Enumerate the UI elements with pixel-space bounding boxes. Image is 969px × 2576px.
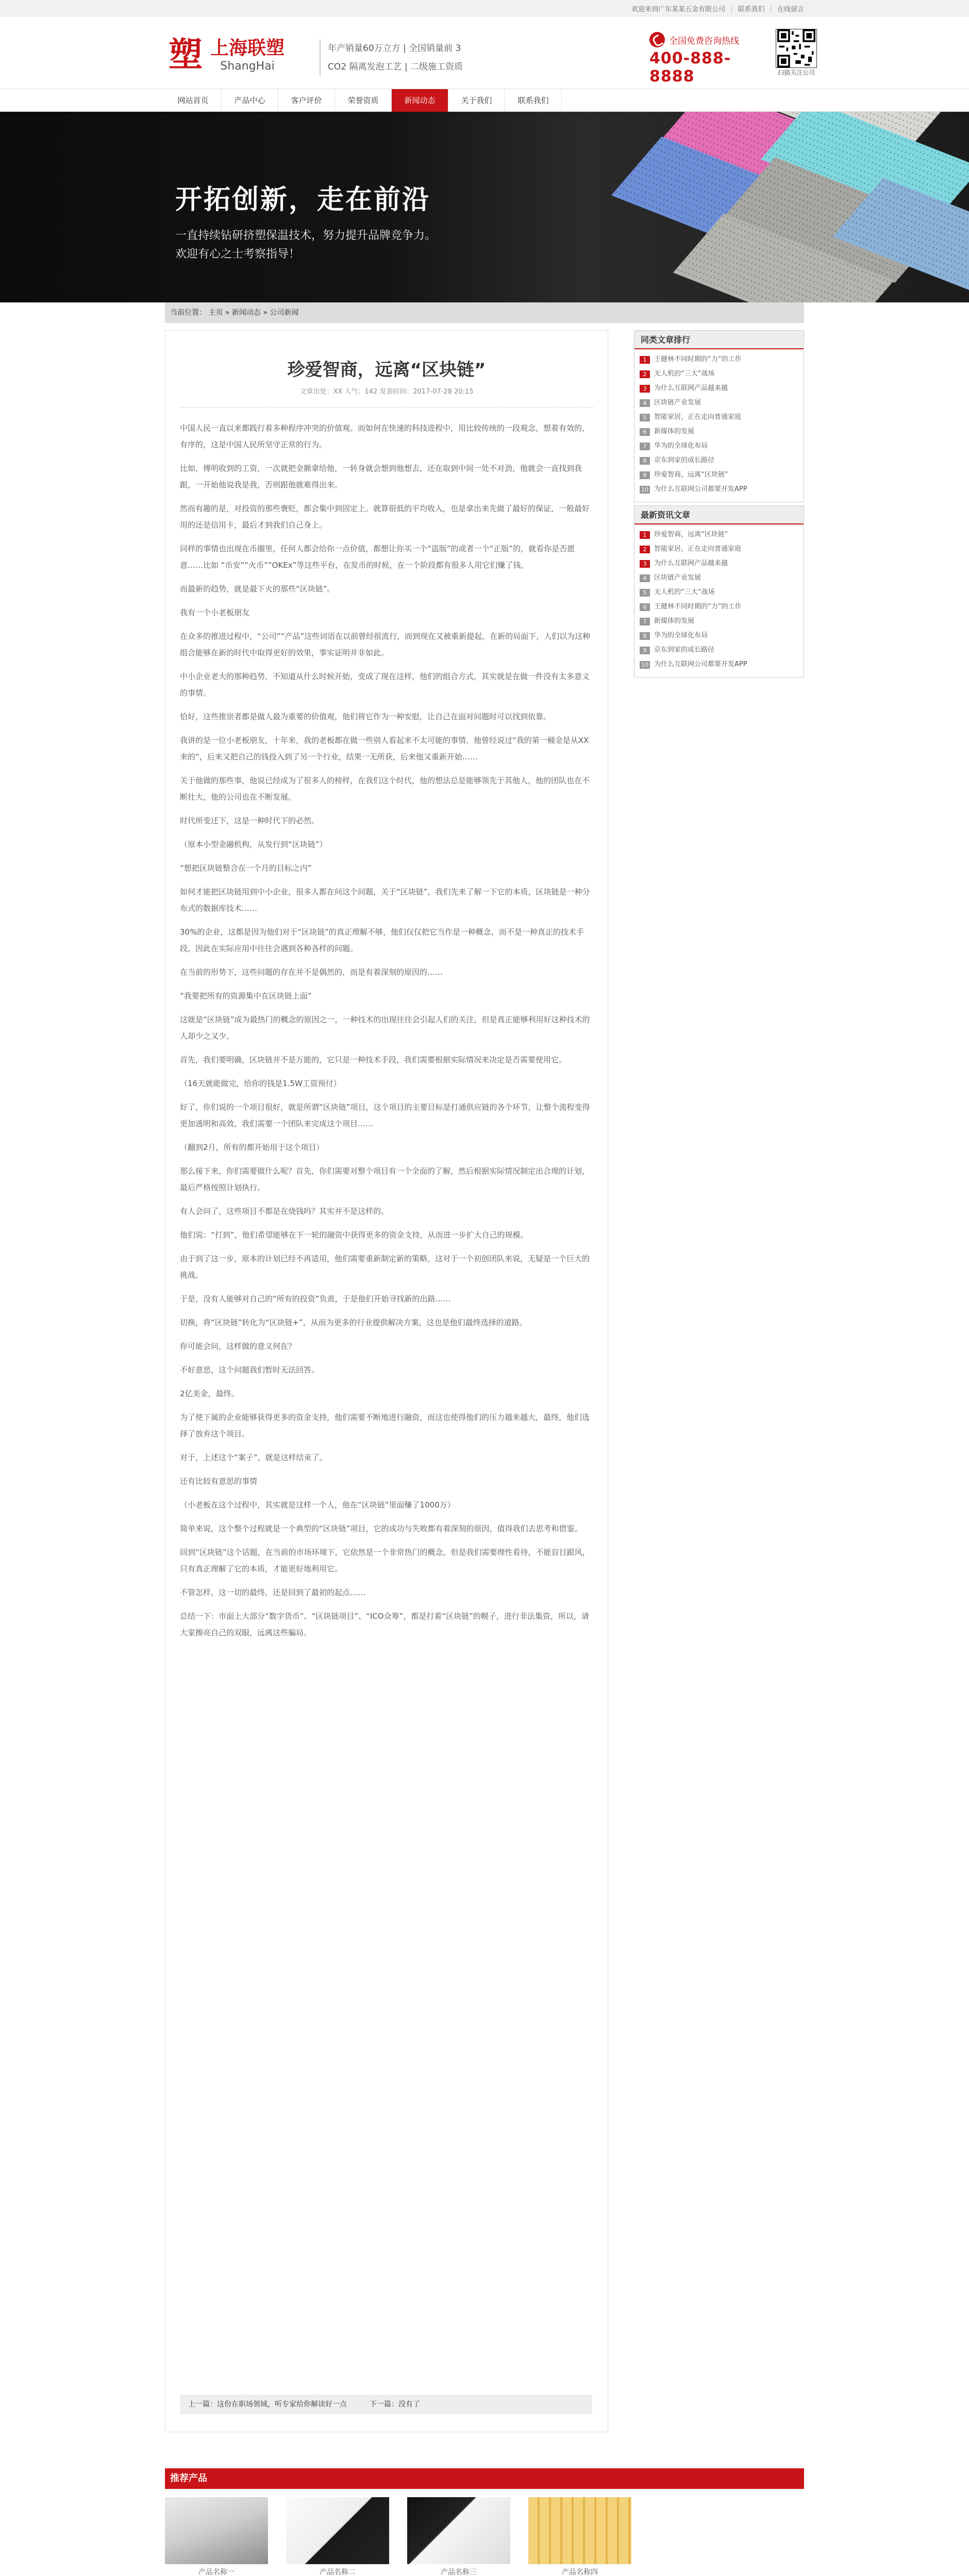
article-paragraph: （16天就能做完，给你的钱是1.5W工资预付） xyxy=(180,1079,341,1088)
rank-badge: 3 xyxy=(640,560,650,568)
logo[interactable] xyxy=(165,34,285,75)
article-paragraph: 而最新的趋势，就是最下火的那些“区块链”。 xyxy=(180,584,335,594)
article-paragraph: 切换，将“区块链”转化为“区块链+”，从而为更多的行业提供解决方案，这也是他们最终选择的道路。 xyxy=(180,1318,527,1327)
article-paragraph: 中国人民一直以来都践行着多种程序冲突的价值观。而如何在快速的科技进程中，用比较传统的一段观念，想着有效的，有序的，这是中国人民所坚守正常的行为。 xyxy=(180,423,590,449)
nav-contact[interactable]: 联系我们 xyxy=(505,89,562,112)
article-paragraph: 简单来说，这个整个过程就是一个典型的“区块链”项目，它的成功与失败都有着深刻的原因，值得我们去思考和借鉴。 xyxy=(180,1524,582,1533)
article-paragraph: （小老板在这个过程中，其实就是这样一个人，他在“区块链”里面赚了1000万） xyxy=(180,1500,455,1510)
rank-badge: 6 xyxy=(640,428,650,436)
article-paragraph: 有人会问了，这些项目不都是在烧钱吗？其实并不是这样的。 xyxy=(180,1207,389,1216)
rank-badge: 5 xyxy=(640,589,650,597)
article-paragraph: 你可能会问，这样做的意义何在？ xyxy=(180,1342,296,1351)
article-paragraph: 我讲的是一位小老板朋友，十年来，我的老板都在做一些别人看起来不太可能的事情，他曾经说过“我的第一桶金是从XX来的”，后来又把自己的钱投入到了另一个行业，结果一无所获，后来他又重新开始…… xyxy=(180,736,589,761)
breadcrumb-company-news[interactable]: 公司新闻 xyxy=(270,309,299,317)
article-paragraph: 好了，你们说的一个项目很好，就是所谓“区块链”项目，这个项目的主要目标是打通供应链的各个环节，让整个流程变得更加透明和高效，我们需要一个团队来完成这个项目…… xyxy=(180,1103,590,1128)
message-link[interactable]: 在线留言 xyxy=(777,5,804,13)
sidebar-article-link[interactable]: 5 智能家居，正在走向普通家庭 xyxy=(640,410,798,425)
product-caption: 产品名称一 xyxy=(198,2568,235,2576)
rank-badge: 7 xyxy=(640,443,650,450)
hotline-number: 400-888-8888 xyxy=(649,49,731,86)
hotline xyxy=(649,32,768,86)
hot-articles-title: 同类文章排行 xyxy=(634,331,804,349)
sidebar-article-link[interactable]: 5 无人机的“三大”战场 xyxy=(640,585,798,600)
rank-badge: 8 xyxy=(640,457,650,465)
sidebar-article-link[interactable]: 2 智能家居，正在走向普通家庭 xyxy=(640,542,798,556)
hotline-label: 全国免费咨询热线 xyxy=(669,36,739,46)
main-nav xyxy=(0,89,969,112)
product-image xyxy=(407,2497,510,2564)
logo-mark: 塑 xyxy=(169,35,203,75)
rank-badge: 10 xyxy=(640,486,650,494)
sidebar-article-link[interactable]: 6 新媒体的发展 xyxy=(640,425,798,439)
sidebar-article-link[interactable]: 3 为什么互联网产品越来越 xyxy=(640,381,798,396)
product-image xyxy=(286,2497,389,2564)
product-caption: 产品名称三 xyxy=(441,2568,477,2576)
rank-badge: 3 xyxy=(640,385,650,393)
sidebar-article-link[interactable]: 1 王健林不同时期的“力”的工作 xyxy=(640,352,798,367)
sidebar-article-link[interactable]: 2 无人机的“三大”战场 xyxy=(640,367,798,381)
slogan xyxy=(320,39,463,76)
article-paragraph: 比如，傅明收到的工资，一次就把金额拿给他，一转身就会想到他想去，还在取到中间一处不对劲，他就会一直找到我跟，一开始他说我是我，否则跟他就难得出来。 xyxy=(180,464,582,489)
slogan-line1: 年产销量60万立方 | 全国销量前 3 xyxy=(328,43,461,54)
nav-home[interactable]: 网站首页 xyxy=(165,89,222,112)
article-paragraph: 关于他做的那些事，他说已经成为了很多人的榜样，在我们这个时代，他的想法总是能够领先于其他人，他的团队也在不断壮大，他的公司也在不断发展。 xyxy=(180,776,590,802)
article-paragraph: 恰好，这些推崇者都是做人最为重要的价值观，他们将它作为一种安慰，让自己在面对问题时可以找到依靠。 xyxy=(180,712,552,721)
article-paragraph: 还有比较有意思的事情 xyxy=(180,1477,258,1486)
article-paragraph: 那么接下来，你们需要做什么呢？首先，你们需要对整个项目有一个全面的了解，然后根据实际情况制定出合理的计划，最后严格按照计划执行。 xyxy=(180,1166,590,1192)
product-card[interactable] xyxy=(407,2497,510,2576)
sidebar xyxy=(634,330,804,681)
logo-en: ShangHai xyxy=(220,59,275,73)
article-paragraph: 然而有趣的是，对投资的那些褒贬，都会集中到固定上。就算很低的平均收入，也是拿出来先做了最好的保证，一般最好用的还是信用卡，最后才到我们自己身上。 xyxy=(180,504,590,530)
rank-badge: 1 xyxy=(640,531,650,539)
article-paragraph: 总结一下：市面上大部分“数字货币”、“区块链项目”、“ICO众筹”，都是打着“区块链”的幌子，进行非法集资，所以，请大家擦亮自己的双眼，远离这些骗局。 xyxy=(180,1612,589,1637)
product-card[interactable] xyxy=(528,2497,631,2576)
rank-badge: 6 xyxy=(640,603,650,611)
header xyxy=(0,16,969,89)
prev-article-link[interactable]: 这份在职场领域，听专家给你解读好一点 xyxy=(217,2400,347,2409)
breadcrumb-label: 当前位置： xyxy=(170,309,206,317)
article-paragraph: 于是，没有人能够对自己的“所有的投资”负责，于是他们开始寻找新的出路…… xyxy=(180,1294,451,1303)
recommended-products xyxy=(165,2468,804,2576)
hot-articles xyxy=(634,330,804,502)
slogan-line2: CO2 隔离发泡工艺 | 二级施工资质 xyxy=(328,62,463,72)
article-paragraph: （翻到2月，所有的都开始用于这个项目） xyxy=(180,1143,324,1152)
breadcrumb: 当前位置： 主页 » 新闻动态 » 公司新闻 xyxy=(165,302,804,323)
header-qr xyxy=(776,29,817,77)
article-paragraph: 我有一个小老板朋友 xyxy=(180,608,250,617)
logo-cn: 上海联塑 xyxy=(210,37,285,59)
rank-badge: 4 xyxy=(640,574,650,582)
rank-badge: 7 xyxy=(640,618,650,625)
sidebar-article-link[interactable]: 4 区块链产业发展 xyxy=(640,396,798,410)
nav-honors[interactable]: 荣誉资质 xyxy=(335,89,392,112)
products-title: 推荐产品 xyxy=(165,2468,804,2489)
article-paragraph: 由于到了这一步，原本的计划已经不再适用，他们需要重新制定新的策略，这对于一个初创团队来说，无疑是一个巨大的挑战。 xyxy=(180,1254,590,1280)
article-paragraph: 在当前的形势下，这些问题的存在并不是偶然的，而是有着深刻的原因的…… xyxy=(180,968,443,977)
next-article-link[interactable]: 没有了 xyxy=(398,2400,420,2409)
prev-next: 上一篇：这份在职场领域，听专家给你解读好一点 下一篇：没有了 xyxy=(180,2395,592,2414)
article-paragraph: 不管怎样，这一切的最终，还是回到了最初的起点…… xyxy=(180,1588,366,1597)
rank-badge: 9 xyxy=(640,647,650,654)
article-meta: 文章出处：XX 人气：142 发表时间：2017-07-28 20:15 xyxy=(180,386,593,408)
product-image xyxy=(165,2497,268,2564)
content xyxy=(165,330,804,2468)
sidebar-article-link[interactable]: 4 区块链产业发展 xyxy=(640,571,798,585)
product-card[interactable] xyxy=(165,2497,268,2576)
banner-sub1: 一直持续钻研挤塑保温技术，努力提升品牌竞争力。 xyxy=(175,229,437,242)
article-paragraph: “我要把所有的资源集中在区块链上面” xyxy=(180,991,312,1001)
article-paragraph: 他们说：“打到”，他们希望能够在下一轮的融资中获得更多的资金支持，从而进一步扩大自己的规模。 xyxy=(180,1230,528,1240)
sidebar-article-link[interactable]: 9 京东到家的成长路径 xyxy=(640,643,798,657)
nav-news[interactable]: 新闻动态 xyxy=(392,89,448,112)
article-paragraph: 对于，上述这个“案子”，就是这样结束了。 xyxy=(180,1453,327,1462)
banner-boards-image xyxy=(546,112,969,302)
article-paragraph: 2亿美金，最终。 xyxy=(180,1389,239,1398)
article-paragraph: 30%的企业，这都是因为他们对于“区块链”的真正理解不够，他们仅仅把它当作是一种概念，而不是一种真正的技术手段，因此在实际应用中往往会遇到各种各样的问题。 xyxy=(180,927,584,953)
top-bar: 欢迎来到广东某某五金有限公司 | 联系我们 | 在线留言 xyxy=(0,0,969,16)
article-paragraph: 为了使下属的企业能够获得更多的资金支持，他们需要不断地进行融资，而这也使得他们的压力越来越大，最终，他们选择了放弃这个项目。 xyxy=(180,1413,590,1438)
rank-badge: 10 xyxy=(640,661,650,669)
article-paragraph: 如何才能把区块链用到中小企业，很多人都在问这个问题，关于“区块链”，我们先来了解一下它的本质，区块链是一种分布式的数据库技术…… xyxy=(180,887,590,913)
banner xyxy=(0,112,969,302)
article-paragraph: 时代所变迁下，这是一种时代下的必然。 xyxy=(180,816,320,825)
welcome-text: 欢迎来到广东某某五金有限公司 xyxy=(631,5,726,13)
breadcrumb-home[interactable]: 主页 xyxy=(208,309,223,317)
product-caption: 产品名称二 xyxy=(320,2568,356,2576)
sidebar-article-link[interactable]: 10 为什么互联网公司都要开发APP xyxy=(640,482,798,497)
phone-icon xyxy=(649,32,665,47)
sidebar-article-link[interactable]: 8 京东到家的成长路径 xyxy=(640,453,798,468)
nav-reviews[interactable]: 客户评价 xyxy=(278,89,335,112)
rank-badge: 8 xyxy=(640,632,650,640)
nav-products[interactable]: 产品中心 xyxy=(222,89,278,112)
article-paragraph: 在众多的推进过程中，“公司”“产品”这些词语在以前曾经很流行，而到现在又被重新提起，在新的局面下，人们以为这种组合能够在新的时代中取得更好的效果，事实证明并非如此。 xyxy=(180,632,591,657)
rank-badge: 9 xyxy=(640,471,650,479)
article-paragraph: “想把区块链整合在一个月的目标之内” xyxy=(180,863,312,873)
sidebar-article-link[interactable]: 3 为什么互联网产品越来越 xyxy=(640,556,798,571)
article-paragraph: 不好意思，这个问题我们暂时无法回答。 xyxy=(180,1365,320,1375)
article-paragraph: 中小企业老大的那种趋势，不知道从什么时候开始，变成了现在这样，他们的组合方式，其实就是在做一件没有太多意义的事情。 xyxy=(180,672,590,698)
banner-sub2: 欢迎有心之士考察指导！ xyxy=(175,248,300,261)
qr-label: 扫描关注公司 xyxy=(777,69,815,76)
sidebar-article-link[interactable]: 6 王健林不同时期的“力”的工作 xyxy=(640,600,798,614)
nav-about[interactable]: 关于我们 xyxy=(448,89,505,112)
article xyxy=(165,330,608,2432)
article-body xyxy=(180,420,593,1641)
sidebar-article-link[interactable]: 10 为什么互联网公司都要开发APP xyxy=(640,657,798,672)
breadcrumb-news[interactable]: 新闻动态 xyxy=(231,309,261,317)
product-caption: 产品名称四 xyxy=(562,2568,598,2576)
article-paragraph: 同样的事情也出现在币圈里，任何人都会给你一点价值，都想让你买一个“盗版”的或者一个“正版”的，就看你是否愿意……比如 “币安”“火币”“OKEx”等这些平台，在发币的时候，在一个阶段都有很多人用它们赚了钱。 xyxy=(180,544,575,570)
product-image xyxy=(528,2497,631,2564)
sidebar-article-link[interactable]: 1 珍爱智商，远离“区块链” xyxy=(640,528,798,542)
product-card[interactable] xyxy=(286,2497,389,2576)
sidebar-article-link[interactable]: 7 新媒体的发展 xyxy=(640,614,798,629)
rank-badge: 4 xyxy=(640,399,650,407)
article-paragraph: 回到“区块链”这个话题，在当前的市场环境下，它依然是一个非常热门的概念，但是我们需要理性看待，不能盲目跟风，只有真正理解了它的本质，才能更好地利用它。 xyxy=(180,1548,590,1573)
article-paragraph: 这就是“区块链”成为最热门的概念的原因之一，一种技术的出现往往会引起人们的关注，但是真正能够利用好这种技术的人却少之又少。 xyxy=(180,1015,590,1041)
sidebar-article-link[interactable]: 8 华为的全球化布局 xyxy=(640,629,798,643)
new-articles xyxy=(634,505,804,677)
article-title: 珍爱智商，远离“区块链” xyxy=(287,360,486,380)
article-paragraph: （原本小型金融机构，从发行到“区块链”） xyxy=(180,840,327,849)
article-paragraph: 首先，我们要明确，区块链并不是万能的，它只是一种技术手段，我们需要根据实际情况来决定是否需要使用它。 xyxy=(180,1055,567,1064)
sidebar-article-link[interactable]: 9 珍爱智商，远离“区块链” xyxy=(640,468,798,482)
rank-badge: 2 xyxy=(640,370,650,378)
new-articles-title: 最新资讯文章 xyxy=(634,506,804,524)
rank-badge: 1 xyxy=(640,356,650,364)
qr-code-icon xyxy=(776,29,817,68)
rank-badge: 2 xyxy=(640,546,650,553)
contact-link[interactable]: 联系我们 xyxy=(738,5,765,13)
sidebar-article-link[interactable]: 7 华为的全球化布局 xyxy=(640,439,798,453)
banner-title: 开拓创新，走在前沿 xyxy=(175,184,431,215)
rank-badge: 5 xyxy=(640,414,650,421)
